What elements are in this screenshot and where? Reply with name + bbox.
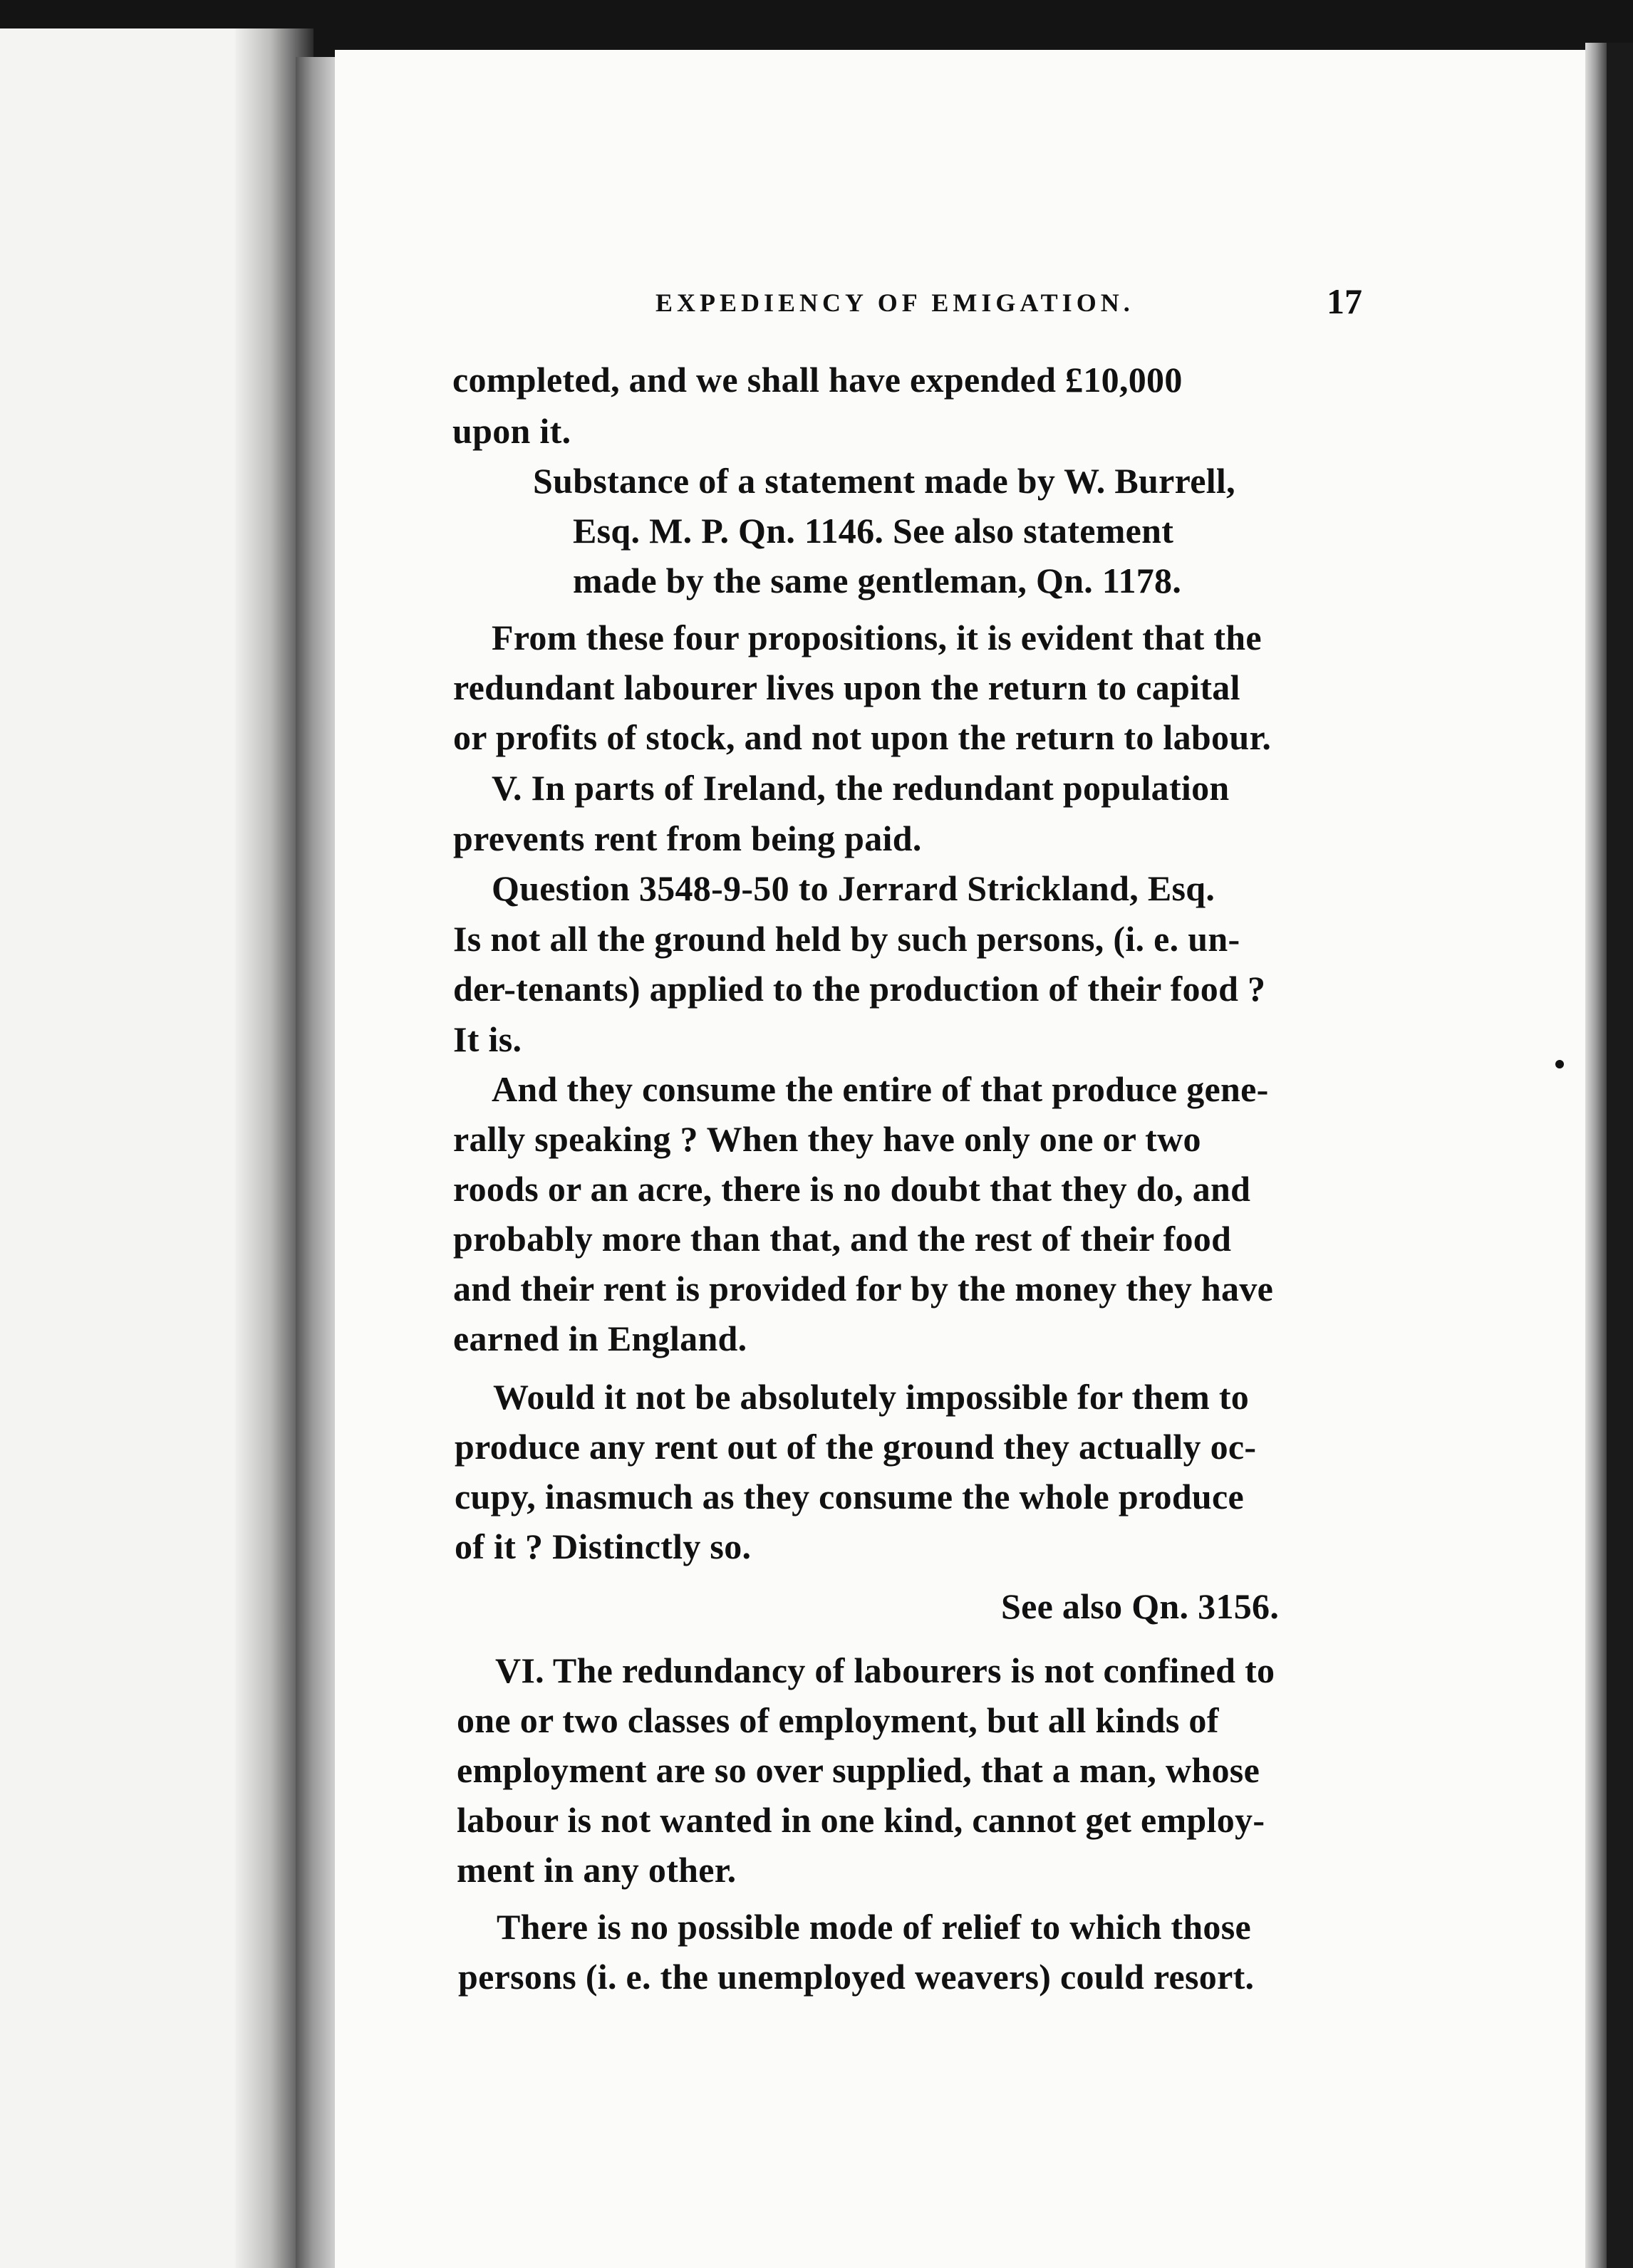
- text-line: upon it.: [452, 411, 571, 451]
- page-edge-shadow: [1607, 43, 1633, 2268]
- text-line: VI. The redundancy of labourers is not confined to: [495, 1650, 1275, 1690]
- text-line: And they consume the entire of that produce gene-: [492, 1069, 1269, 1109]
- text-line: There is no possible mode of relief to which those: [497, 1907, 1251, 1947]
- text-line: Is not all the ground held by such persons, (i. e. un-: [453, 919, 1240, 959]
- text-line: cupy, inasmuch as they consume the whole produce: [455, 1477, 1245, 1517]
- text-line: earned in England.: [453, 1318, 747, 1358]
- text-line: V. In parts of Ireland, the redundant population: [492, 768, 1230, 808]
- text-line: and their rent is provided for by the money they have: [453, 1269, 1274, 1309]
- running-header: EXPEDIENCY OF EMIGATION.: [655, 288, 1134, 317]
- text-line: or profits of stock, and not upon the return to labour.: [453, 717, 1272, 757]
- ink-speck: [1555, 1060, 1564, 1068]
- right-page-edge: [1585, 43, 1607, 2268]
- text-line: employment are so over supplied, that a man, whose: [457, 1750, 1260, 1790]
- text-line: labour is not wanted in one kind, cannot get employ-: [457, 1800, 1265, 1840]
- text-line: redundant labourer lives upon the return to capital: [453, 667, 1240, 707]
- text-line: Would it not be absolutely impossible for them to: [493, 1377, 1250, 1417]
- text-line: From these four propositions, it is evident that the: [492, 618, 1262, 657]
- citation-line: Esq. M. P. Qn. 1146. See also statement: [573, 511, 1174, 551]
- text-line: rally speaking ? When they have only one or two: [453, 1119, 1201, 1159]
- text-line: roods or an acre, there is no doubt that they do, and: [453, 1169, 1251, 1209]
- text-line: ment in any other.: [457, 1850, 737, 1890]
- text-line: produce any rent out of the ground they actually oc-: [455, 1427, 1257, 1467]
- book-gutter: [296, 57, 338, 2268]
- text-line: probably more than that, and the rest of their food: [453, 1219, 1232, 1259]
- text-line: of it ? Distinctly so.: [455, 1526, 752, 1566]
- citation-line: See also Qn. 3156.: [1001, 1586, 1280, 1626]
- citation-line: made by the same gentleman, Qn. 1178.: [573, 561, 1182, 600]
- text-line: It is.: [453, 1019, 522, 1059]
- text-line: Question 3548-9-50 to Jerrard Strickland, Esq.: [492, 868, 1215, 908]
- citation-line: Substance of a statement made by W. Burrell,: [533, 461, 1235, 501]
- text-line: completed, and we shall have expended £10,000: [452, 360, 1183, 400]
- text-line: der-tenants) applied to the production of their food ?: [453, 969, 1266, 1009]
- text-line: prevents rent from being paid.: [453, 818, 922, 858]
- page-number: 17: [1327, 281, 1362, 321]
- text-line: persons (i. e. the unemployed weavers) could resort.: [458, 1957, 1255, 1997]
- text-line: one or two classes of employment, but all kinds of: [457, 1700, 1219, 1740]
